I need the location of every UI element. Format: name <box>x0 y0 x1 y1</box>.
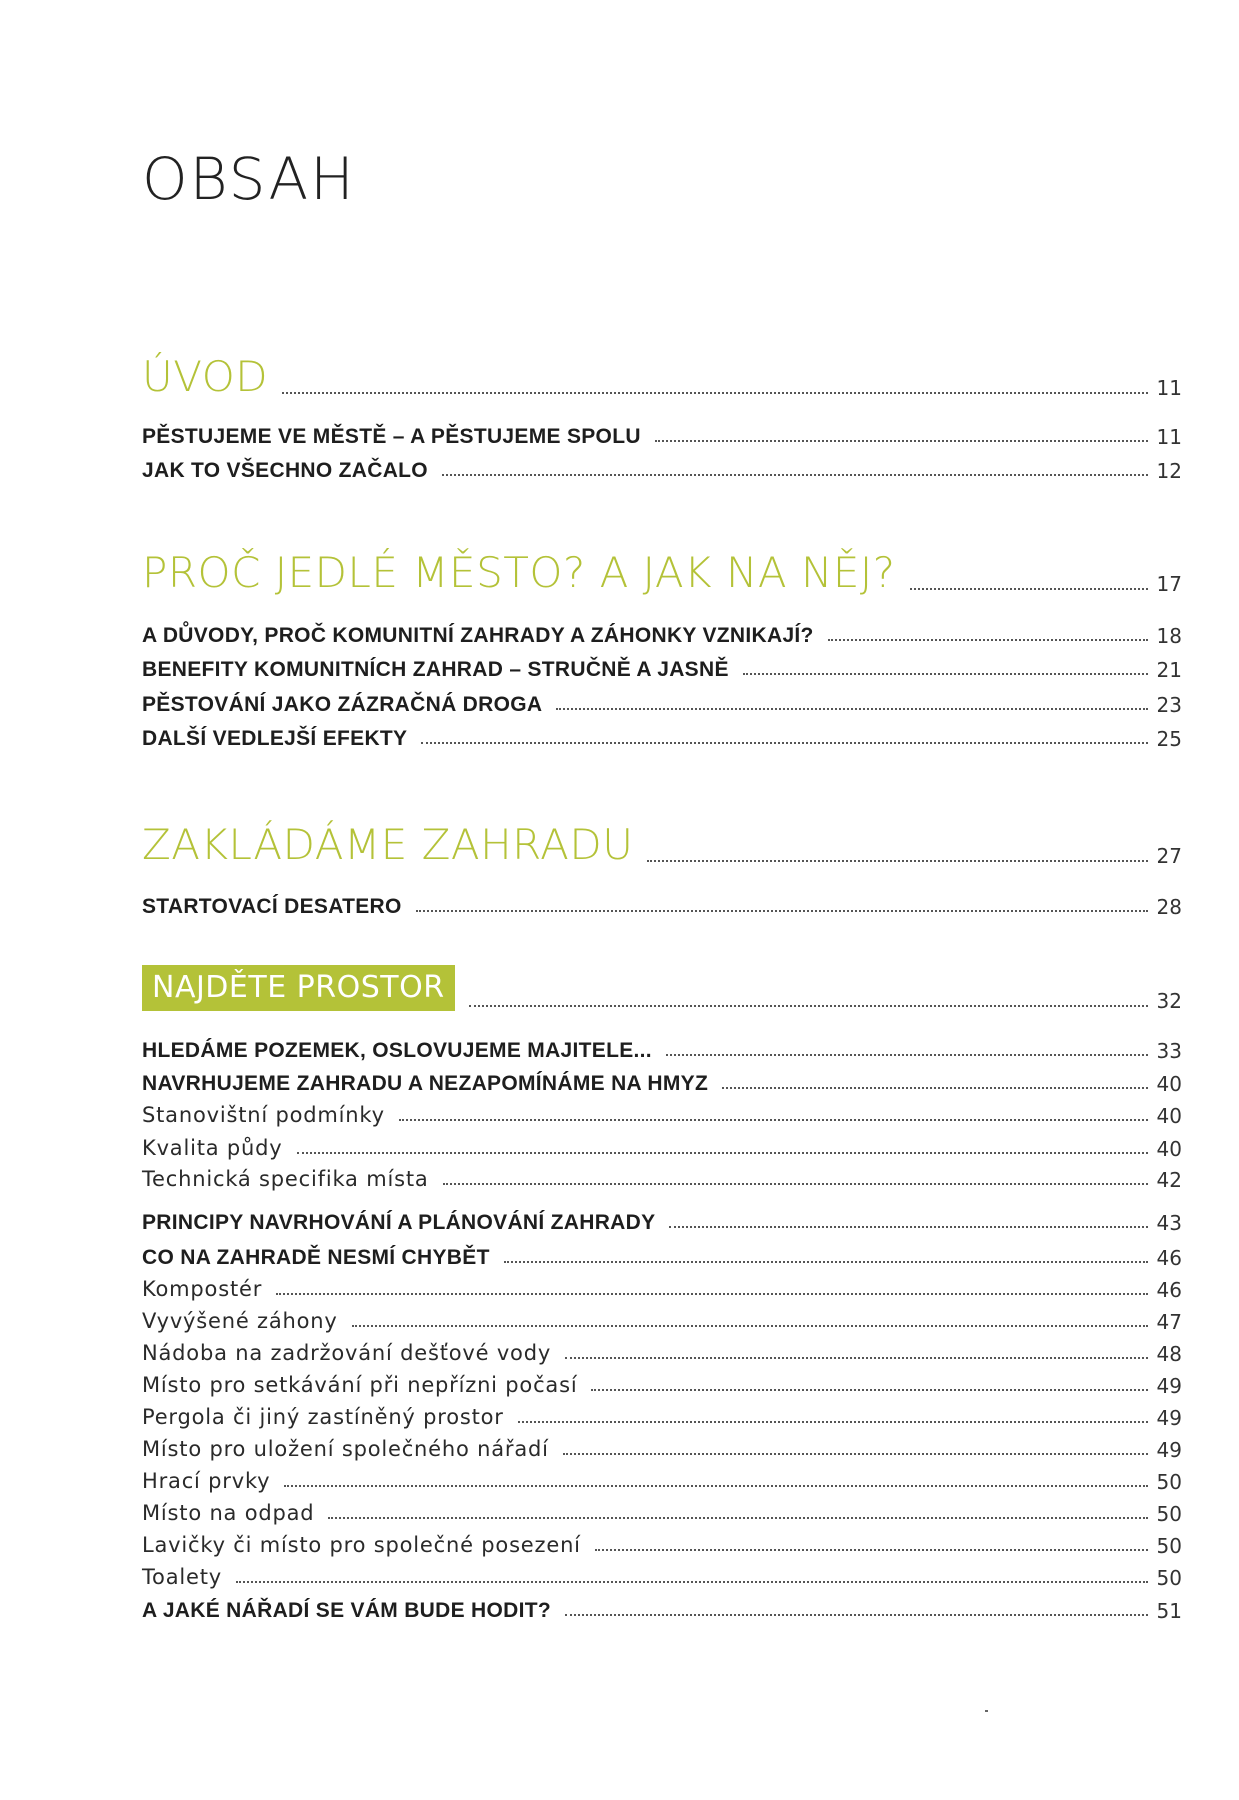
toc-section-title: PROČ JEDLÉ MĚSTO? A JAK NA NĚJ? <box>142 548 896 597</box>
toc-page-number: 48 <box>1156 1342 1182 1366</box>
toc-entry-label: Nádoba na zadržování dešťové vody <box>142 1341 552 1365</box>
dot-leader <box>416 910 1148 912</box>
toc-page-number: 50 <box>1156 1502 1182 1526</box>
dot-leader <box>504 1261 1148 1263</box>
dot-leader <box>591 1389 1148 1391</box>
toc-entry <box>142 1105 1182 1126</box>
dot-leader <box>399 1119 1148 1121</box>
toc-entry <box>142 1247 1182 1268</box>
toc-entry <box>142 1040 1182 1061</box>
toc-page-number: 12 <box>1156 459 1182 483</box>
toc-entry-label: A JAKÉ NÁŘADÍ SE VÁM BUDE HODIT? <box>142 1599 552 1622</box>
toc-entry <box>142 1439 1182 1460</box>
toc-entry <box>142 1212 1182 1233</box>
toc-page-number: 49 <box>1156 1438 1182 1462</box>
toc-entry <box>142 548 1182 597</box>
toc-page-number: 49 <box>1156 1406 1182 1430</box>
toc-entry-label: Vyvýšené záhony <box>142 1309 338 1333</box>
toc-section-title: ZAKLÁDÁME ZAHRADU <box>142 820 634 869</box>
toc-entry-label: Technická specifika místa <box>142 1167 429 1191</box>
toc-entry <box>142 1311 1182 1332</box>
dot-leader <box>443 1183 1148 1185</box>
toc-entry-label: CO NA ZAHRADĚ NESMÍ CHYBĚT <box>142 1246 490 1269</box>
toc-entry <box>142 728 1182 749</box>
toc-entry-label: PRINCIPY NAVRHOVÁNÍ A PLÁNOVÁNÍ ZAHRADY <box>142 1211 656 1234</box>
dot-leader <box>469 1005 1148 1007</box>
toc-page-number: 11 <box>1156 376 1182 400</box>
toc-page-number: 49 <box>1156 1374 1182 1398</box>
dot-leader <box>563 1453 1148 1455</box>
toc-page-number: 42 <box>1156 1168 1182 1192</box>
toc-page-number: 50 <box>1156 1566 1182 1590</box>
dot-leader <box>518 1421 1148 1423</box>
dot-leader <box>328 1517 1148 1519</box>
toc-section-title: NAJDĚTE PROSTOR <box>142 965 455 1011</box>
toc-entry-label: HLEDÁME POZEMEK, OSLOVUJEME MAJITELE... <box>142 1039 652 1062</box>
dot-leader <box>647 860 1148 862</box>
toc-page-number: 46 <box>1156 1246 1182 1270</box>
toc-entry <box>142 1471 1182 1492</box>
toc-page-number: 40 <box>1156 1072 1182 1096</box>
toc-page-number: 50 <box>1156 1534 1182 1558</box>
toc-page-number: 46 <box>1156 1278 1182 1302</box>
toc-page-number: 40 <box>1156 1104 1182 1128</box>
toc-page-number: 51 <box>1156 1599 1182 1623</box>
toc-entry <box>142 1535 1182 1556</box>
toc-page-number: 18 <box>1156 624 1182 648</box>
toc-entry <box>142 1138 1182 1159</box>
toc-entry-label: Lavičky či místo pro společné posezení <box>142 1533 581 1557</box>
toc-entry <box>142 694 1182 715</box>
dot-leader <box>669 1226 1148 1228</box>
dot-leader <box>236 1581 1148 1583</box>
dot-leader <box>565 1614 1148 1616</box>
scan-speck <box>985 1710 988 1712</box>
dot-leader <box>666 1054 1148 1056</box>
toc-entry-label: Kompostér <box>142 1277 263 1301</box>
toc-entry-label: BENEFITY KOMUNITNÍCH ZAHRAD – STRUČNĚ A JASNĚ <box>142 658 729 681</box>
dot-leader <box>565 1357 1148 1359</box>
dot-leader <box>910 588 1148 590</box>
toc-entry-label: A DŮVODY, PROČ KOMUNITNÍ ZAHRADY A ZÁHONKY VZNIKAJÍ? <box>142 624 814 647</box>
toc-page-number: 50 <box>1156 1470 1182 1494</box>
toc-page-number: 17 <box>1156 572 1182 596</box>
toc-entry <box>142 659 1182 680</box>
dot-leader <box>722 1087 1148 1089</box>
toc-page-number: 32 <box>1156 989 1182 1013</box>
toc-entry <box>142 625 1182 646</box>
toc-entry-label: Toalety <box>142 1565 222 1589</box>
dot-leader <box>442 474 1148 476</box>
toc-entry-label: Stanovištní podmínky <box>142 1103 385 1127</box>
dot-leader <box>352 1325 1148 1327</box>
toc-entry-label: Kvalita půdy <box>142 1136 283 1160</box>
toc-page-number: 33 <box>1156 1039 1182 1063</box>
toc-entry-label: Hrací prvky <box>142 1469 271 1493</box>
toc-entry <box>142 965 1182 1011</box>
toc-entry-label: DALŠÍ VEDLEJŠÍ EFEKTY <box>142 727 408 750</box>
toc-entry-label: Pergola či jiný zastíněný prostor <box>142 1405 504 1429</box>
dot-leader <box>284 1485 1148 1487</box>
dot-leader <box>655 440 1148 442</box>
toc-entry <box>142 1600 1182 1621</box>
dot-leader <box>276 1293 1148 1295</box>
page-title: OBSAH <box>142 145 356 213</box>
toc-entry-label: PĚSTOVÁNÍ JAKO ZÁZRAČNÁ DROGA <box>142 693 543 716</box>
toc-entry <box>142 1343 1182 1364</box>
toc-page-number: 43 <box>1156 1211 1182 1235</box>
toc-entry-label: JAK TO VŠECHNO ZAČALO <box>142 459 428 482</box>
dot-leader <box>595 1549 1148 1551</box>
toc-entry-label: NAVRHUJEME ZAHRADU A NEZAPOMÍNÁME NA HMYZ <box>142 1072 709 1095</box>
toc-entry <box>142 820 1182 869</box>
toc-page-number: 28 <box>1156 895 1182 919</box>
dot-leader <box>743 673 1148 675</box>
toc-page-number: 21 <box>1156 658 1182 682</box>
toc-entry <box>142 1279 1182 1300</box>
dot-leader <box>297 1152 1148 1154</box>
toc-entry <box>142 1503 1182 1524</box>
toc-entry <box>142 460 1182 481</box>
toc-entry <box>142 1169 1182 1190</box>
dot-leader <box>828 639 1148 641</box>
toc-entry-label: Místo pro setkávání při nepřízni počasí <box>142 1373 578 1397</box>
toc-section-title: ÚVOD <box>142 352 269 401</box>
toc-entry-label: Místo pro uložení společného nářadí <box>142 1437 549 1461</box>
toc-entry <box>142 896 1182 917</box>
dot-leader <box>556 708 1148 710</box>
toc-page-number: 47 <box>1156 1310 1182 1334</box>
toc-page-number: 27 <box>1156 844 1182 868</box>
toc-page-number: 11 <box>1156 425 1182 449</box>
dot-leader <box>421 742 1148 744</box>
toc-entry-label: Místo na odpad <box>142 1501 315 1525</box>
toc-entry <box>142 1073 1182 1094</box>
toc-page-number: 40 <box>1156 1137 1182 1161</box>
toc-entry <box>142 1567 1182 1588</box>
toc-page-number: 25 <box>1156 727 1182 751</box>
toc-entry <box>142 352 1182 401</box>
toc-entry-label: STARTOVACÍ DESATERO <box>142 895 402 918</box>
dot-leader <box>282 392 1148 394</box>
toc-entry <box>142 426 1182 447</box>
toc-entry <box>142 1407 1182 1428</box>
toc-entry-label: PĚSTUJEME VE MĚSTĚ – A PĚSTUJEME SPOLU <box>142 425 641 448</box>
toc-page-number: 23 <box>1156 693 1182 717</box>
toc-entry <box>142 1375 1182 1396</box>
